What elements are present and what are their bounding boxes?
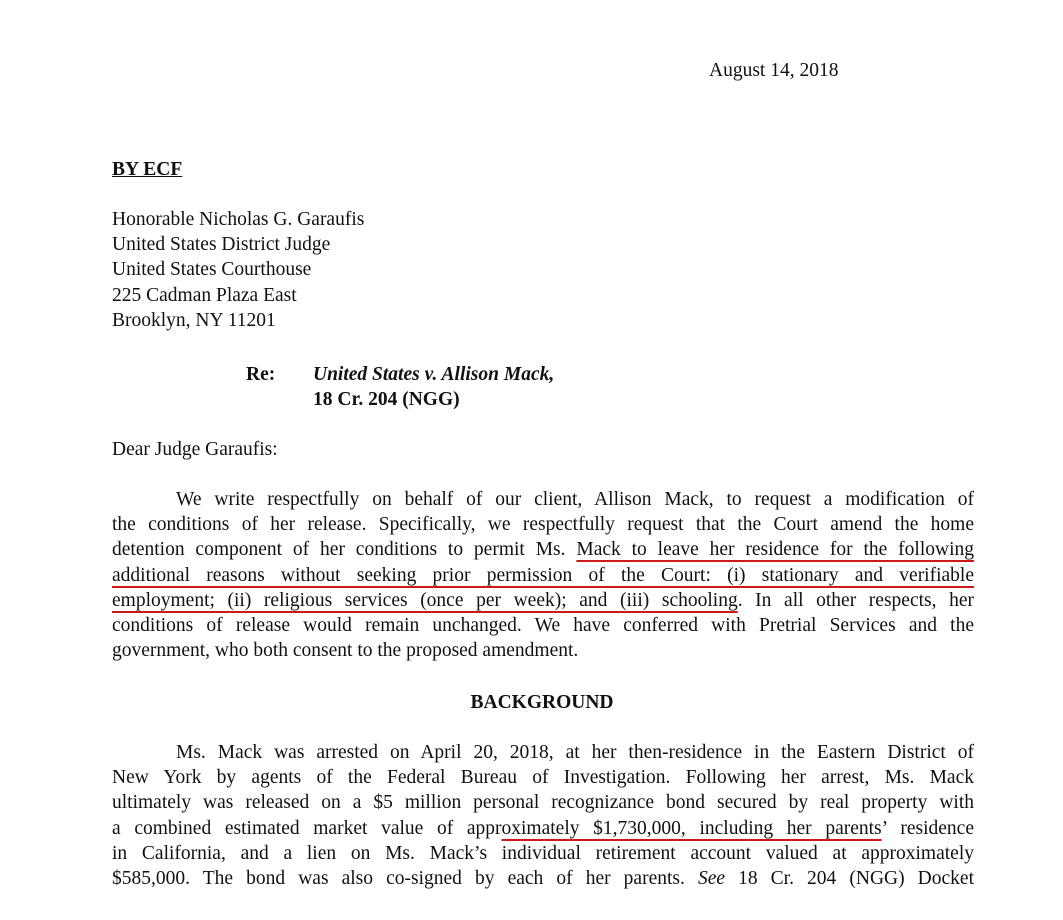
line-text: . In all other respects, her — [737, 589, 974, 611]
paragraph-line: New York by agents of the Federal Bureau of Investigation. Following her arrest, Ms. Mack — [112, 767, 974, 789]
paragraph-line — [112, 537, 974, 562]
highlighted-text: oximately $1,730,000, including her parents — [501, 817, 882, 839]
letter-date: August 14, 2018 — [709, 60, 839, 81]
recipient-line: 225 Cadman Plaza East — [112, 284, 297, 306]
paragraph-line — [112, 563, 974, 588]
line-text: detention component of her conditions to permit Ms. — [112, 539, 577, 561]
line-text: a combined estimated market value of appr — [112, 817, 502, 839]
paragraph-line: ultimately was released on a $5 million personal recognizance bond secured by real property with — [112, 792, 974, 814]
section-heading: BACKGROUND — [470, 692, 614, 713]
recipient-line: United States District Judge — [112, 234, 331, 256]
highlighted-text: employment; (ii) religious services (once per week); and (iii) schooling — [112, 589, 738, 611]
line-text: $585,000. The bond was also co-signed by each of her parents. — [112, 868, 698, 890]
recipient-line: Honorable Nicholas G. Garaufis — [112, 209, 365, 230]
highlighted-text: Mack to leave her residence for the following — [576, 539, 974, 561]
paragraph-line: government, who both consent to the proposed amendment. — [112, 640, 579, 662]
salutation: Dear Judge Garaufis: — [112, 439, 278, 460]
delivery-method: BY ECF — [112, 159, 183, 180]
recipient-line: United States Courthouse — [112, 259, 312, 281]
paragraph-line — [112, 866, 974, 891]
paragraph-line: conditions of release would remain unchanged. We have conferred with Pretrial Services and the — [112, 615, 974, 637]
recipient-address — [112, 207, 364, 333]
recipient-line: Brooklyn, NY 11201 — [112, 309, 276, 331]
paragraph-line: We write respectfully on behalf of our client, Allison Mack, to request a modification of — [176, 489, 974, 510]
line-text: 18 Cr. 204 (NGG) Docket — [725, 868, 974, 890]
docket-number: 18 Cr. 204 (NGG) — [313, 389, 460, 410]
line-text: ’ residence — [881, 817, 974, 839]
citation-signal: See — [697, 868, 725, 890]
paragraph-line — [112, 588, 974, 613]
paragraph-line: the conditions of her release. Specifically, we respectfully request that the Court amend the home — [112, 514, 974, 536]
background-paragraph — [112, 740, 974, 891]
highlighted-text: additional reasons without seeking prior permission of the Court: (i) stationary and verifiable — [112, 564, 974, 586]
paragraph-line — [112, 816, 974, 841]
case-name: United States v. Allison Mack, — [313, 364, 555, 385]
re-label: Re: — [246, 364, 276, 385]
paragraph-line: in California, and a lien on Ms. Mack’s individual retirement account valued at approximately — [112, 842, 974, 864]
request-paragraph — [112, 487, 974, 663]
paragraph-line: Ms. Mack was arrested on April 20, 2018, at her then-residence in the Eastern District of — [176, 742, 974, 763]
